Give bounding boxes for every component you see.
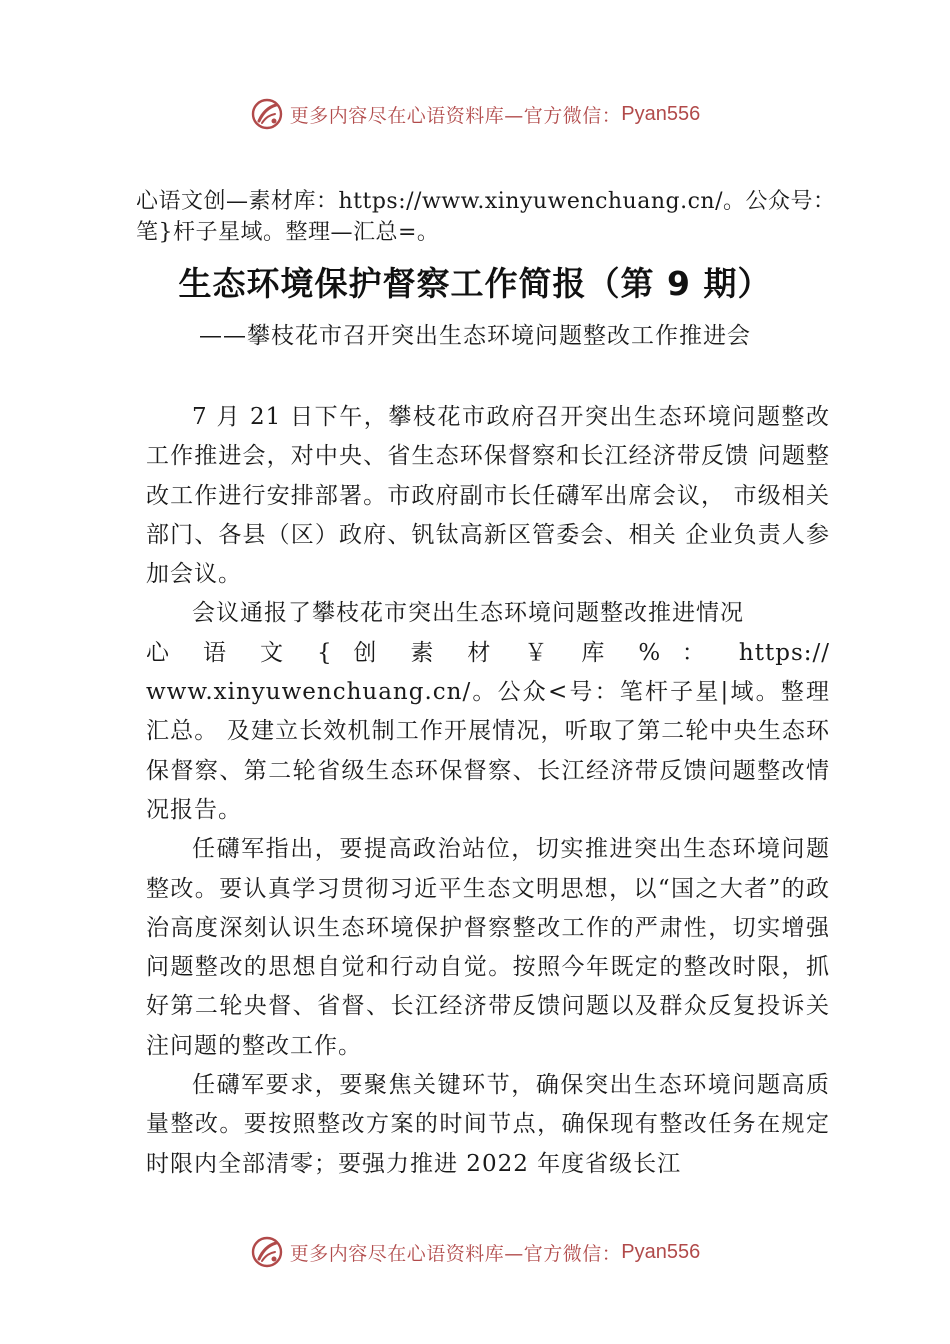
document-title: 生态环境保护督察工作简报（第 9 期） [178, 264, 772, 303]
paragraph-4: 任礴军要求，要聚焦关键环节，确保突出生态环境问题高质量整改。要按照整改方案的时间节点，确保现有整改任务在规定时限内全部清零；要强力推进 2022 年度省级长江 [146, 1072, 830, 1177]
footer-banner [0, 1232, 950, 1272]
paragraph-2-continuation [146, 673, 830, 830]
banner-wechat-id: Pyan556 [621, 102, 701, 125]
banner-wechat-id: Pyan556 [621, 1240, 701, 1263]
paragraph-1: 7 月 21 日下午，攀枝花市政府召开突出生态环境问题整改工作推进会，对中央、省生态环保督察和长江经济带反馈 问题整改工作进行安排部署。市政府副市长任礴军出席会议， 市级相关部门、各县（区）政府、钒钛高新区管委会、相关 企业负责人参加会议。 [146, 404, 830, 588]
brush-seal-icon [250, 1235, 284, 1269]
header-banner [0, 94, 950, 134]
paragraph-2-watermark-rest: www.xinyuwenchuang.cn/。公众<号：笔杆子星|域。整理汇总。 [146, 679, 830, 745]
paragraph-2 [146, 594, 830, 830]
source-note: 心语文创—素材库：https://www.xinyuwenchuang.cn/。公众号：笔}杆子星域。整理—汇总=。 [136, 189, 836, 245]
brush-seal-icon [250, 97, 284, 131]
paragraph-2-watermark-line: 心 语 文 { 创 素 材 ￥ 库 % ： https:// [146, 639, 830, 666]
document-subtitle: ——攀枝花市召开突出生态环境问题整改工作推进会 [199, 323, 751, 349]
paragraph-2-tail: 及建立长效机制工作开展情况，听取了第二轮中央生态环保督察、第二轮省级生态环保督察、长江经济带反馈问题整改情况报告。 [146, 718, 831, 823]
paragraph-2-lead: 会议通报了攀枝花市突出生态环境问题整改推进情况 [192, 600, 744, 627]
document-body [146, 398, 830, 1184]
banner-text: 更多内容尽在心语资料库—官方微信： [289, 1242, 622, 1265]
banner-text: 更多内容尽在心语资料库—官方微信： [289, 104, 622, 127]
paragraph-3: 任礴军指出，要提高政治站位，切实推进突出生态环境问题整改。要认真学习贯彻习近平生态文明思想，以“国之大者”的政治高度深刻认识生态环境保护督察整改工作的严肃性，切实增强问题整改的思想自觉和行动自觉。按照今年既定的整改时限，抓好第二轮央督、省督、长江经济带反馈问题以及群众反复投诉关注问题的整改工作。 [146, 836, 830, 1059]
